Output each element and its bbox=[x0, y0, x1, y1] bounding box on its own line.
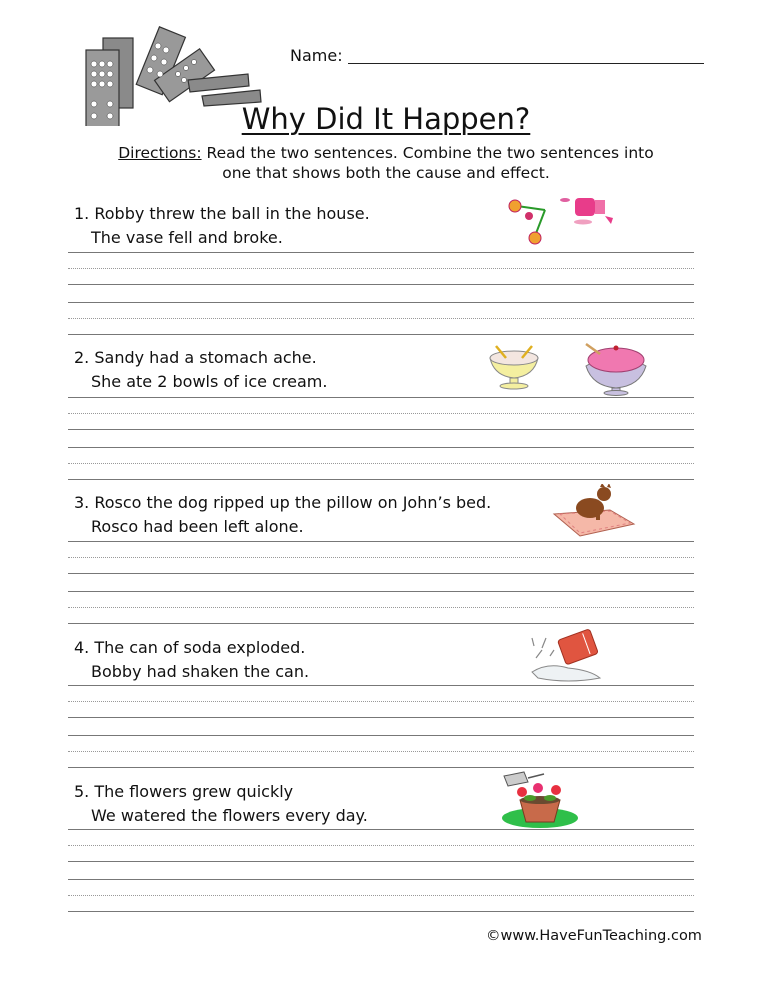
question-5 bbox=[74, 780, 368, 828]
answer-line[interactable] bbox=[68, 717, 694, 718]
watering-can-flowers-icon bbox=[498, 768, 584, 830]
question-sentence-2: The vase fell and broke. bbox=[91, 228, 283, 247]
answer-line[interactable] bbox=[68, 541, 694, 542]
answer-midline bbox=[68, 413, 694, 414]
answer-midline bbox=[68, 751, 694, 752]
copyright-footer: ©www.HaveFunTeaching.com bbox=[486, 928, 702, 944]
answer-line[interactable] bbox=[68, 397, 694, 398]
ice-cream-bowls-icon bbox=[484, 338, 664, 396]
answer-line[interactable] bbox=[68, 735, 694, 736]
exploding-soda-can-icon bbox=[528, 628, 604, 684]
answer-line[interactable] bbox=[68, 573, 694, 574]
answer-midline bbox=[68, 268, 694, 269]
directions-text-2: one that shows both the cause and effect. bbox=[222, 164, 550, 182]
answer-line[interactable] bbox=[68, 911, 694, 912]
answer-line[interactable] bbox=[68, 429, 694, 430]
directions-text-1: Read the two sentences. Combine the two sentences into bbox=[201, 144, 654, 162]
answer-line[interactable] bbox=[68, 861, 694, 862]
dog-on-pillow-icon bbox=[550, 484, 640, 540]
answer-midline bbox=[68, 318, 694, 319]
question-sentence-1: Sandy had a stomach ache. bbox=[94, 348, 317, 367]
question-number: 1. bbox=[74, 204, 90, 223]
question-sentence-1: The can of soda exploded. bbox=[94, 638, 306, 657]
answer-midline bbox=[68, 895, 694, 896]
answer-midline bbox=[68, 845, 694, 846]
answer-line[interactable] bbox=[68, 479, 694, 480]
answer-line[interactable] bbox=[68, 447, 694, 448]
question-sentence-2: Bobby had shaken the can. bbox=[91, 662, 310, 681]
question-number: 4. bbox=[74, 638, 90, 657]
answer-line[interactable] bbox=[68, 302, 694, 303]
question-sentence-2: We watered the flowers every day. bbox=[91, 806, 368, 825]
broken-vase-flowers-icon bbox=[505, 192, 615, 248]
answer-line[interactable] bbox=[68, 829, 694, 830]
answer-line[interactable] bbox=[68, 284, 694, 285]
question-number: 2. bbox=[74, 348, 90, 367]
answer-midline bbox=[68, 607, 694, 608]
answer-line[interactable] bbox=[68, 623, 694, 624]
page-title bbox=[0, 102, 772, 136]
answer-line[interactable] bbox=[68, 685, 694, 686]
question-4 bbox=[74, 636, 309, 684]
question-1 bbox=[74, 202, 370, 250]
question-3 bbox=[74, 491, 491, 539]
answer-line[interactable] bbox=[68, 767, 694, 768]
answer-line[interactable] bbox=[68, 591, 694, 592]
answer-midline bbox=[68, 701, 694, 702]
question-number: 5. bbox=[74, 782, 90, 801]
answer-midline bbox=[68, 557, 694, 558]
directions bbox=[0, 143, 772, 183]
question-sentence-2: Rosco had been left alone. bbox=[91, 517, 304, 536]
question-sentence-1: Rosco the dog ripped up the pillow on John’s bed. bbox=[94, 493, 492, 512]
name-label: Name: bbox=[290, 46, 343, 65]
question-number: 3. bbox=[74, 493, 90, 512]
question-sentence-1: The flowers grew quickly bbox=[94, 782, 294, 801]
answer-line[interactable] bbox=[68, 879, 694, 880]
question-sentence-2: She ate 2 bowls of ice cream. bbox=[91, 372, 328, 391]
answer-line[interactable] bbox=[68, 334, 694, 335]
answer-line[interactable] bbox=[68, 252, 694, 253]
directions-label: Directions: bbox=[118, 144, 202, 162]
question-2 bbox=[74, 346, 327, 394]
question-sentence-1: Robby threw the ball in the house. bbox=[94, 204, 370, 223]
name-field[interactable] bbox=[348, 63, 704, 64]
answer-midline bbox=[68, 463, 694, 464]
title-text: Why Did It Happen? bbox=[241, 102, 531, 136]
